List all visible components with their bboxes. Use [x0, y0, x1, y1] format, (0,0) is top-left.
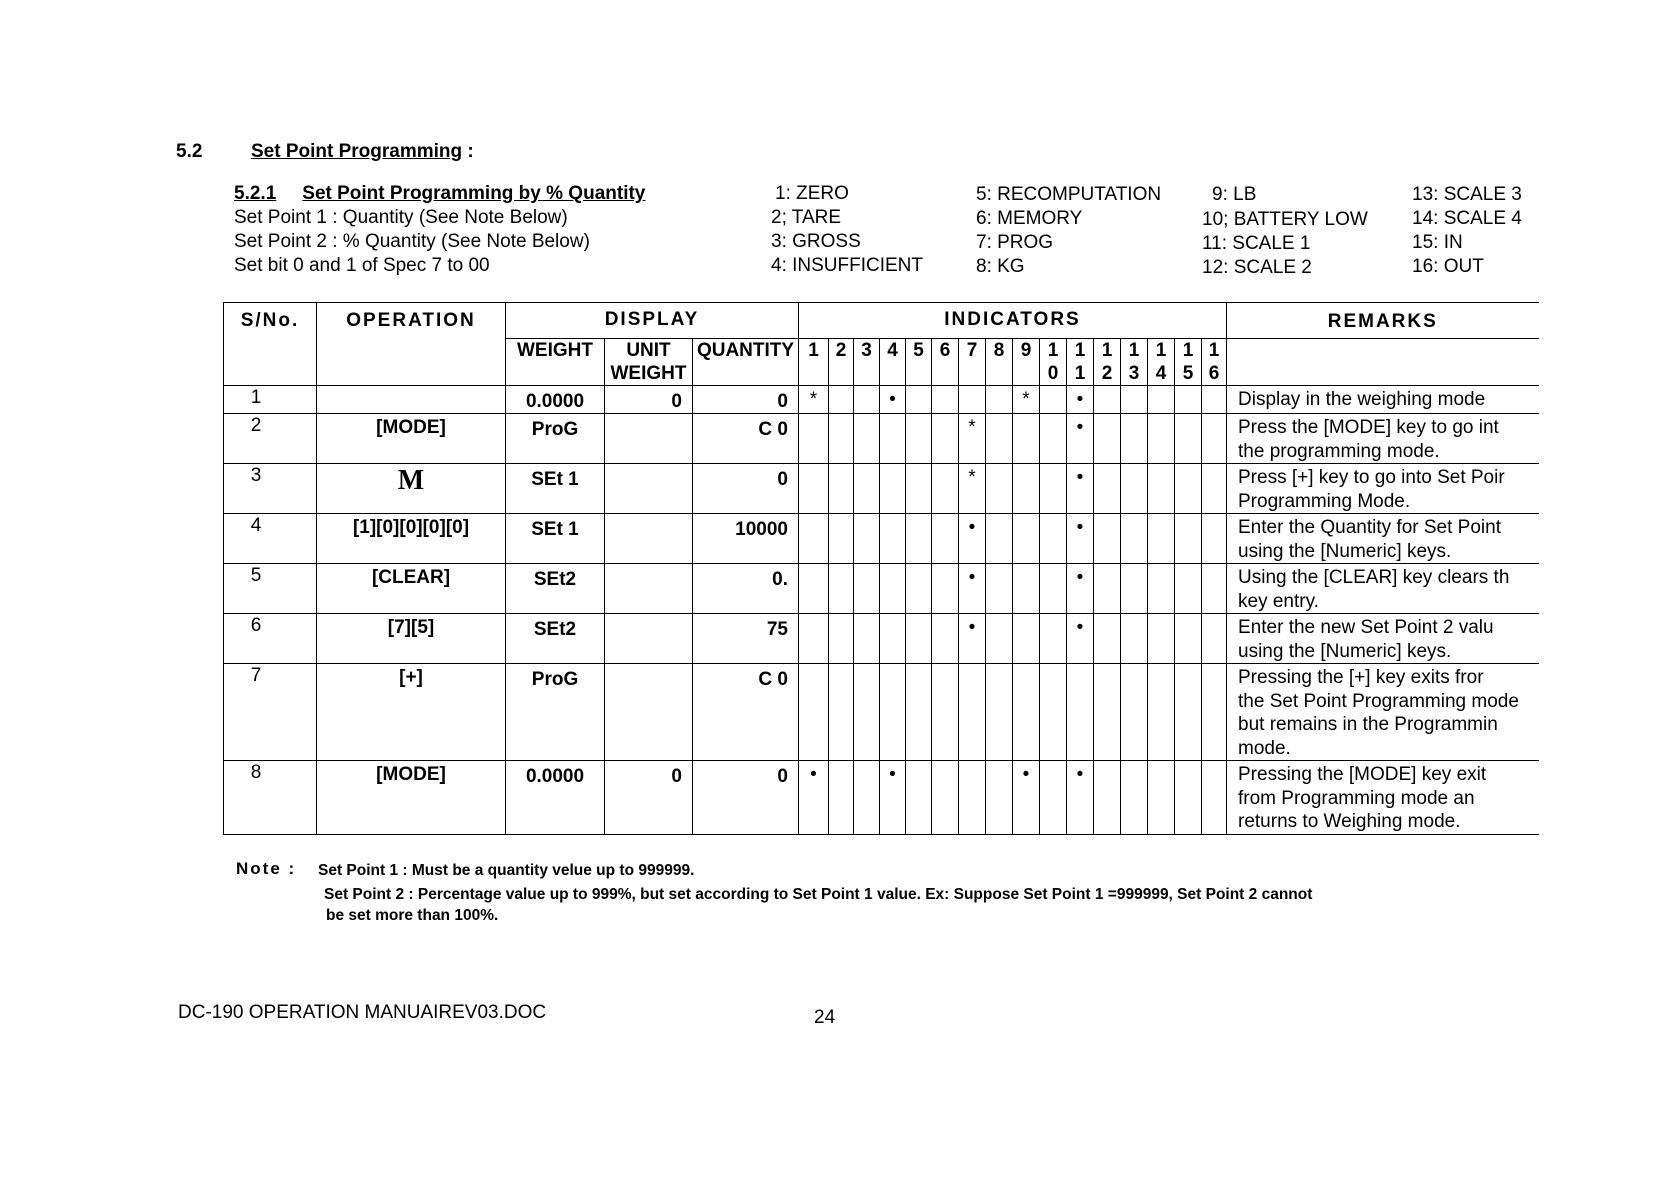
row-remarks — [1227, 664, 1539, 761]
row-indicator-12 — [1094, 564, 1121, 614]
table-row — [224, 761, 1539, 835]
header-unit-weight-line1: UNIT — [626, 340, 671, 361]
row-unit-weight-display — [605, 664, 693, 761]
note-line-1: Set Point 1 : Must be a quantity velue up to 999999. — [318, 862, 695, 879]
header-indicator-digit: 1 — [1128, 340, 1140, 361]
row-indicator-6 — [932, 664, 959, 761]
row-indicator-10 — [1040, 514, 1067, 564]
table-row — [224, 464, 1539, 514]
row-quantity-display: 0 — [693, 761, 799, 835]
header-remarks: REMARKS — [1227, 303, 1539, 339]
row-indicator-6 — [932, 414, 959, 464]
row-indicator-14 — [1148, 386, 1175, 414]
row-remarks — [1227, 386, 1539, 414]
row-indicator-1 — [799, 414, 829, 464]
row-quantity-display: 0 — [693, 386, 799, 414]
row-indicator-11 — [1067, 664, 1094, 761]
header-indicator-digit: 3 — [1128, 363, 1140, 384]
row-indicator-15 — [1175, 664, 1202, 761]
remark-line: Programming Mode. — [1238, 490, 1411, 512]
row-indicator-12 — [1094, 514, 1121, 564]
row-indicator-11: • — [1067, 614, 1094, 664]
header-indicator-digit: 1 — [1074, 363, 1086, 384]
row-indicator-1: • — [799, 761, 829, 835]
row-operation: [1][0][0][0][0] — [317, 514, 506, 564]
header-indicator-digit: 1 — [1208, 340, 1220, 361]
row-indicator-1 — [799, 614, 829, 664]
row-weight-display: ProG — [506, 664, 605, 761]
row-indicator-4 — [880, 564, 906, 614]
row-indicator-7 — [959, 386, 986, 414]
row-weight-display: SEt 1 — [506, 514, 605, 564]
row-indicator-8 — [986, 464, 1013, 514]
row-indicator-15 — [1175, 464, 1202, 514]
row-indicator-12 — [1094, 414, 1121, 464]
row-sno: 7 — [224, 664, 317, 761]
row-indicator-10 — [1040, 386, 1067, 414]
header-indicator-digit: 0 — [1047, 363, 1059, 384]
row-indicator-10 — [1040, 664, 1067, 761]
row-indicator-6 — [932, 464, 959, 514]
row-indicator-15 — [1175, 514, 1202, 564]
remark-line: but remains in the Programmin — [1238, 714, 1498, 735]
row-sno: 5 — [224, 564, 317, 614]
row-indicator-2 — [829, 414, 854, 464]
header-indicator-digit: 1 — [1182, 340, 1194, 361]
header-indicator-9 — [1013, 339, 1040, 386]
header-indicator-digit: 4 — [887, 340, 898, 361]
header-indicator-digit: 4 — [1155, 363, 1167, 384]
row-indicator-11: • — [1067, 414, 1094, 464]
row-indicator-16 — [1202, 614, 1227, 664]
row-indicator-11: • — [1067, 464, 1094, 514]
row-indicator-14 — [1148, 464, 1175, 514]
row-indicator-8 — [986, 414, 1013, 464]
row-indicator-12 — [1094, 464, 1121, 514]
remark-line: Pressing the [+] key exits fror — [1238, 667, 1484, 688]
row-indicator-3 — [854, 464, 880, 514]
header-indicator-digit: 6 — [1208, 363, 1220, 384]
page-number: 24 — [814, 1007, 836, 1028]
remark-line: Pressing the [MODE] key exit — [1238, 764, 1487, 785]
table-header-row — [224, 303, 1539, 339]
row-indicator-3 — [854, 386, 880, 414]
row-operation: [MODE] — [317, 761, 506, 835]
section-title-text: Set Point Programming — [251, 141, 463, 162]
legend-item: 16: OUT — [1412, 256, 1484, 277]
row-indicator-15 — [1175, 564, 1202, 614]
row-weight-display: SEt2 — [506, 564, 605, 614]
remark-line: from Programming mode an — [1238, 787, 1475, 809]
row-unit-weight-display — [605, 414, 693, 464]
row-indicator-8 — [986, 614, 1013, 664]
header-indicator-2 — [829, 339, 854, 386]
row-operation: [CLEAR] — [317, 564, 506, 614]
note-line-3: be set more than 100%. — [326, 907, 499, 924]
row-operation: M — [317, 464, 506, 514]
legend-item: 7: PROG — [976, 232, 1054, 253]
row-indicator-16 — [1202, 761, 1227, 835]
note-label: Note : — [236, 859, 297, 878]
header-sno: S/No. — [224, 303, 317, 386]
row-indicator-13 — [1121, 761, 1148, 835]
row-indicator-1: * — [799, 386, 829, 414]
header-indicator-4 — [880, 339, 906, 386]
row-indicator-11: • — [1067, 761, 1094, 835]
row-unit-weight-display: 0 — [605, 761, 693, 835]
row-operation: [+] — [317, 664, 506, 761]
row-quantity-display: C 0 — [693, 664, 799, 761]
row-indicator-6 — [932, 514, 959, 564]
header-indicator-digit: 5 — [1182, 363, 1194, 384]
row-indicator-13 — [1121, 514, 1148, 564]
row-indicator-8 — [986, 564, 1013, 614]
row-indicator-13 — [1121, 564, 1148, 614]
row-indicator-9 — [1013, 564, 1040, 614]
remark-line: mode. — [1238, 737, 1291, 759]
legend-item: 2; TARE — [771, 207, 842, 228]
row-weight-display: 0.0000 — [506, 761, 605, 835]
row-unit-weight-display — [605, 514, 693, 564]
header-indicator-8 — [986, 339, 1013, 386]
header-indicator-5 — [906, 339, 932, 386]
row-indicator-8 — [986, 761, 1013, 835]
row-remarks — [1227, 761, 1539, 835]
row-sno: 4 — [224, 514, 317, 564]
legend-item: 5: RECOMPUTATION — [976, 184, 1162, 205]
row-indicator-4 — [880, 414, 906, 464]
row-indicator-16 — [1202, 464, 1227, 514]
header-indicator-digit: 1 — [1047, 340, 1059, 361]
row-indicator-10 — [1040, 464, 1067, 514]
row-quantity-display: 0 — [693, 464, 799, 514]
row-indicator-9 — [1013, 614, 1040, 664]
row-indicator-16 — [1202, 414, 1227, 464]
remark-line: the Set Point Programming mode — [1238, 690, 1519, 712]
row-indicator-6 — [932, 614, 959, 664]
row-indicator-5 — [906, 761, 932, 835]
row-indicator-5 — [906, 414, 932, 464]
row-remarks — [1227, 564, 1539, 614]
header-indicator-digit: 2 — [835, 340, 847, 361]
row-indicator-4 — [880, 614, 906, 664]
row-indicator-2 — [829, 564, 854, 614]
remark-line: using the [Numeric] keys. — [1238, 540, 1452, 562]
header-indicator-digit: 7 — [966, 340, 978, 361]
row-indicator-9: * — [1013, 386, 1040, 414]
row-sno: 1 — [224, 386, 317, 414]
subsection-title — [234, 183, 645, 205]
row-indicator-12 — [1094, 761, 1121, 835]
row-operation: [MODE] — [317, 414, 506, 464]
legend-item: 11: SCALE 1 — [1202, 233, 1311, 254]
subsection-line-2: Set Point 2 : % Quantity (See Note Below) — [234, 231, 590, 252]
header-display: DISPLAY — [506, 303, 799, 339]
header-indicator-10 — [1040, 339, 1067, 386]
row-indicator-5 — [906, 514, 932, 564]
row-indicator-5 — [906, 614, 932, 664]
header-indicator-digit: 2 — [1101, 363, 1113, 384]
row-indicator-7: • — [959, 564, 986, 614]
set-point-operation-table — [223, 302, 1539, 835]
header-indicator-14 — [1148, 339, 1175, 386]
row-remarks — [1227, 464, 1539, 514]
row-indicator-14 — [1148, 614, 1175, 664]
row-indicator-15 — [1175, 386, 1202, 414]
legend-item: 14: SCALE 4 — [1412, 208, 1522, 229]
row-indicator-5 — [906, 386, 932, 414]
remark-line: Enter the Quantity for Set Point — [1238, 517, 1501, 538]
row-indicator-12 — [1094, 386, 1121, 414]
subsection-line-3: Set bit 0 and 1 of Spec 7 to 00 — [234, 255, 490, 276]
header-remarks-blank — [1227, 339, 1539, 386]
row-indicator-4 — [880, 664, 906, 761]
row-indicator-2 — [829, 614, 854, 664]
row-indicator-13 — [1121, 664, 1148, 761]
header-weight: WEIGHT — [506, 339, 605, 386]
row-indicator-7 — [959, 664, 986, 761]
header-indicator-digit: 3 — [861, 340, 872, 361]
row-indicator-11: • — [1067, 386, 1094, 414]
row-sno: 3 — [224, 464, 317, 514]
header-indicator-1 — [799, 339, 829, 386]
subsection-title-text: Set Point Programming by % Quantity — [302, 183, 646, 204]
header-indicator-11 — [1067, 339, 1094, 386]
row-indicator-3 — [854, 614, 880, 664]
row-indicator-3 — [854, 414, 880, 464]
header-indicator-12 — [1094, 339, 1121, 386]
row-indicator-10 — [1040, 614, 1067, 664]
row-indicator-1 — [799, 464, 829, 514]
legend-item: 3: GROSS — [771, 231, 861, 252]
row-indicator-14 — [1148, 761, 1175, 835]
table-row — [224, 614, 1539, 664]
row-sno: 8 — [224, 761, 317, 835]
row-indicator-8 — [986, 514, 1013, 564]
row-indicator-4: • — [880, 761, 906, 835]
row-indicator-1 — [799, 664, 829, 761]
row-unit-weight-display — [605, 614, 693, 664]
row-sno: 2 — [224, 414, 317, 464]
row-indicator-3 — [854, 761, 880, 835]
row-indicator-12 — [1094, 614, 1121, 664]
row-sno: 6 — [224, 614, 317, 664]
header-indicator-digit: 1 — [1074, 340, 1086, 361]
remark-line: Press the [MODE] key to go int — [1238, 417, 1499, 438]
row-indicator-2 — [829, 514, 854, 564]
row-indicator-15 — [1175, 614, 1202, 664]
section-number: 5.2 — [176, 141, 203, 162]
row-indicator-7: • — [959, 614, 986, 664]
header-indicator-digit: 5 — [913, 340, 924, 361]
remark-line: the programming mode. — [1238, 440, 1440, 462]
section-title-colon: : — [467, 141, 474, 162]
row-indicator-3 — [854, 564, 880, 614]
row-indicator-8 — [986, 386, 1013, 414]
row-quantity-display: C 0 — [693, 414, 799, 464]
legend-item: 1: ZERO — [775, 183, 849, 204]
row-indicator-8 — [986, 664, 1013, 761]
row-indicator-15 — [1175, 761, 1202, 835]
row-indicator-9 — [1013, 514, 1040, 564]
row-indicator-9: • — [1013, 761, 1040, 835]
header-indicator-16 — [1202, 339, 1227, 386]
row-indicator-2 — [829, 386, 854, 414]
row-indicator-11: • — [1067, 514, 1094, 564]
legend-item: 10; BATTERY LOW — [1202, 209, 1368, 230]
header-indicator-digit: 8 — [993, 340, 1005, 361]
row-indicator-4 — [880, 464, 906, 514]
header-indicator-6 — [932, 339, 959, 386]
row-indicator-3 — [854, 514, 880, 564]
row-indicator-7 — [959, 761, 986, 835]
row-indicator-11: • — [1067, 564, 1094, 614]
row-indicator-14 — [1148, 664, 1175, 761]
row-indicator-9 — [1013, 664, 1040, 761]
remark-line: key entry. — [1238, 590, 1319, 612]
row-indicator-13 — [1121, 386, 1148, 414]
header-indicator-13 — [1121, 339, 1148, 386]
table-row — [224, 386, 1539, 414]
row-remarks — [1227, 614, 1539, 664]
row-operation — [317, 386, 506, 414]
header-quantity: QUANTITY — [693, 339, 799, 386]
row-weight-display: SEt 1 — [506, 464, 605, 514]
row-indicator-6 — [932, 761, 959, 835]
row-indicator-5 — [906, 564, 932, 614]
row-indicator-2 — [829, 761, 854, 835]
remark-line: returns to Weighing mode. — [1238, 811, 1461, 832]
row-indicator-2 — [829, 664, 854, 761]
row-indicator-12 — [1094, 664, 1121, 761]
row-indicator-10 — [1040, 414, 1067, 464]
row-remarks — [1227, 414, 1539, 464]
header-indicator-digit: 1 — [1101, 340, 1113, 361]
table-row — [224, 514, 1539, 564]
row-indicator-13 — [1121, 464, 1148, 514]
header-indicator-digit: 6 — [939, 340, 951, 361]
header-indicator-3 — [854, 339, 880, 386]
header-unit-weight-line2: WEIGHT — [610, 363, 687, 384]
section-title — [251, 141, 474, 163]
row-unit-weight-display: 0 — [605, 386, 693, 414]
table-row — [224, 664, 1539, 761]
row-indicator-6 — [932, 564, 959, 614]
row-indicator-9 — [1013, 414, 1040, 464]
row-indicator-4 — [880, 514, 906, 564]
row-indicator-1 — [799, 564, 829, 614]
row-weight-display: ProG — [506, 414, 605, 464]
footer-document-name: DC-190 OPERATION MANUAIREV03.DOC — [178, 1002, 547, 1023]
row-indicator-13 — [1121, 614, 1148, 664]
legend-item: 13: SCALE 3 — [1412, 184, 1522, 205]
row-indicator-7: • — [959, 514, 986, 564]
subsection-number: 5.2.1 — [234, 183, 277, 204]
row-quantity-display: 0. — [693, 564, 799, 614]
row-indicator-10 — [1040, 761, 1067, 835]
legend-item: 4: INSUFFICIENT — [771, 255, 924, 276]
row-indicator-3 — [854, 664, 880, 761]
row-indicator-13 — [1121, 414, 1148, 464]
legend-item: 8: KG — [976, 256, 1025, 277]
row-indicator-7: * — [959, 414, 986, 464]
legend-item: 15: IN — [1412, 232, 1463, 253]
row-indicator-14 — [1148, 514, 1175, 564]
header-indicator-digit: 1 — [1155, 340, 1167, 361]
header-unit-weight — [605, 339, 693, 386]
row-indicator-7: * — [959, 464, 986, 514]
row-indicator-10 — [1040, 564, 1067, 614]
row-indicator-6 — [932, 386, 959, 414]
row-indicator-16 — [1202, 514, 1227, 564]
row-unit-weight-display — [605, 464, 693, 514]
row-indicator-1 — [799, 514, 829, 564]
row-indicator-15 — [1175, 414, 1202, 464]
header-indicator-digit: 1 — [808, 340, 819, 361]
header-indicator-15 — [1175, 339, 1202, 386]
header-operation: OPERATION — [317, 303, 506, 386]
row-indicator-5 — [906, 664, 932, 761]
row-remarks — [1227, 514, 1539, 564]
header-indicator-digit: 9 — [1020, 340, 1032, 361]
row-operation: [7][5] — [317, 614, 506, 664]
header-indicators: INDICATORS — [799, 303, 1227, 339]
row-indicator-4: • — [880, 386, 906, 414]
legend-item: 9: LB — [1212, 184, 1257, 205]
row-weight-display: 0.0000 — [506, 386, 605, 414]
row-weight-display: SEt2 — [506, 614, 605, 664]
remark-line: Using the [CLEAR] key clears th — [1238, 567, 1510, 588]
row-unit-weight-display — [605, 564, 693, 614]
note-line-2: Set Point 2 : Percentage value up to 999%, but set according to Set Point 1 value. Ex: Suppose Set Point 1 =999999, Set Point 2 cannot — [324, 886, 1313, 903]
row-indicator-16 — [1202, 386, 1227, 414]
remark-line: Press [+] key to go into Set Poir — [1238, 467, 1505, 488]
table-row — [224, 414, 1539, 464]
row-indicator-16 — [1202, 664, 1227, 761]
row-indicator-2 — [829, 464, 854, 514]
table-row — [224, 564, 1539, 614]
remark-line: Enter the new Set Point 2 valu — [1238, 617, 1494, 638]
row-indicator-14 — [1148, 564, 1175, 614]
subsection-line-1: Set Point 1 : Quantity (See Note Below) — [234, 207, 568, 228]
row-indicator-9 — [1013, 464, 1040, 514]
row-quantity-display: 10000 — [693, 514, 799, 564]
remark-line: Display in the weighing mode — [1238, 389, 1486, 410]
row-indicator-16 — [1202, 564, 1227, 614]
row-indicator-14 — [1148, 414, 1175, 464]
row-indicator-5 — [906, 464, 932, 514]
header-indicator-7 — [959, 339, 986, 386]
remark-line: using the [Numeric] keys. — [1238, 640, 1452, 662]
legend-item: 6: MEMORY — [976, 208, 1083, 229]
row-quantity-display: 75 — [693, 614, 799, 664]
legend-item: 12: SCALE 2 — [1202, 257, 1312, 278]
